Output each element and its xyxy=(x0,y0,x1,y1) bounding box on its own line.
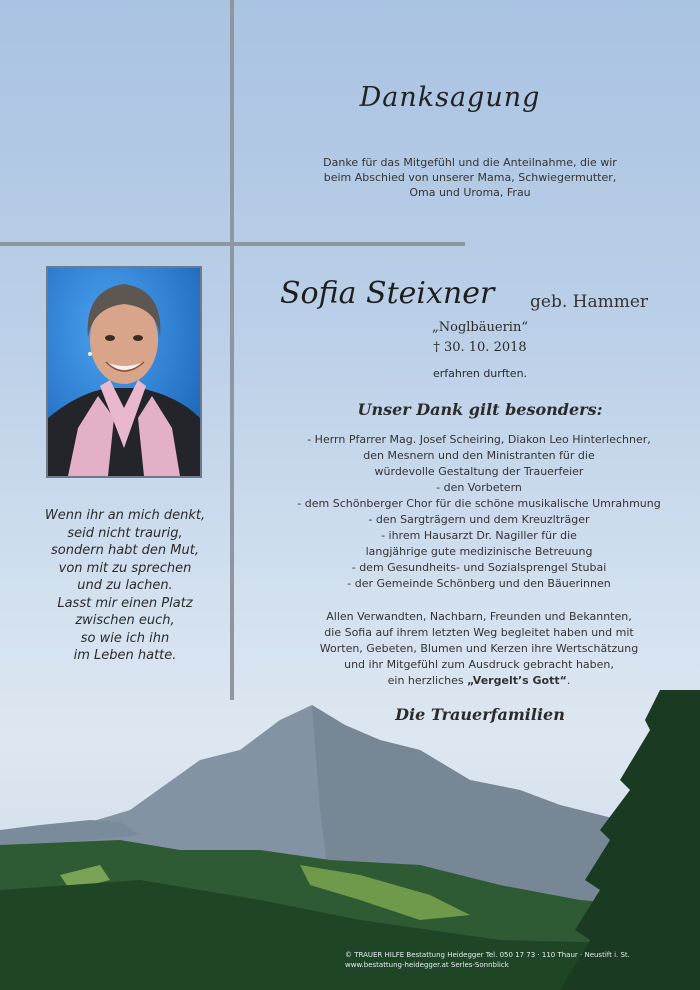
intro-text xyxy=(300,155,640,200)
birth-name: geb. Hammer xyxy=(530,292,649,312)
thanks-list xyxy=(262,432,696,592)
closing-line: und ihr Mitgefühl zum Ausdruck gebracht haben, xyxy=(344,658,614,671)
closing-text xyxy=(262,609,696,689)
thanks-line: langjährige gute medizinische Betreuung xyxy=(365,545,593,558)
footer-credits xyxy=(345,950,645,970)
footer-line: © TRAUER HILFE Bestattung Heidegger Tel. 050 17 73 · 110 Thaur · Neustift i. St. xyxy=(345,951,630,959)
thanks-line: - der Gemeinde Schönberg und den Bäuerinnen xyxy=(347,577,611,590)
portrait-illustration xyxy=(48,268,200,476)
closing-suffix: . xyxy=(566,674,571,687)
closing-prefix: ein herzliches xyxy=(387,674,468,687)
thanks-line: - den Sargträgern und dem Kreuzlträger xyxy=(368,513,590,526)
closing-line: Allen Verwandten, Nachbarn, Freunden und Bekannten, xyxy=(326,610,632,623)
experienced-text: erfahren durften. xyxy=(432,367,528,380)
poem-line: zwischen euch, xyxy=(75,613,175,628)
cross-vertical-beam xyxy=(230,0,234,700)
thanks-line: - den Vorbetern xyxy=(436,481,522,494)
vergelts-gott: „Vergelt’s Gott“ xyxy=(467,674,567,687)
mountain-landscape xyxy=(0,690,700,990)
intro-line: Danke für das Mitgefühl und die Anteilnahme, die wir xyxy=(323,156,617,169)
poem-line: und zu lachen. xyxy=(77,578,173,593)
poem-line: von mit zu sprechen xyxy=(58,560,192,576)
thanks-heading: Unser Dank gilt besonders: xyxy=(357,400,603,419)
thanks-line: - dem Gesundheits- und Sozialsprengel Stubai xyxy=(351,561,607,574)
signature: Die Trauerfamilien xyxy=(395,705,565,724)
intro-line: Oma und Uroma, Frau xyxy=(409,186,531,199)
portrait-photo xyxy=(46,266,202,478)
closing-line: Worten, Gebeten, Blumen und Kerzen ihre Wertschätzung xyxy=(319,642,639,655)
closing-line: die Sofia auf ihrem letzten Weg begleitet haben und mit xyxy=(324,626,634,639)
poem-line: Lasst mir einen Platz xyxy=(57,595,193,611)
thanks-line: den Mesnern und den Ministranten für die xyxy=(363,449,595,462)
thanks-line: - Herrn Pfarrer Mag. Josef Scheiring, Diakon Leo Hinterlechner, xyxy=(307,433,651,446)
thanks-line: - ihrem Hausarzt Dr. Nagiller für die xyxy=(381,529,577,542)
poem-line: im Leben hatte. xyxy=(73,648,177,663)
notice-title: Danksagung xyxy=(359,82,541,113)
cross-horizontal-beam xyxy=(0,242,465,246)
poem-line: so wie ich ihn xyxy=(80,630,170,646)
poem-line: Wenn ihr an mich denkt, xyxy=(44,508,206,523)
memorial-poem xyxy=(20,507,230,665)
nickname: „Noglbäuerin“ xyxy=(432,320,528,335)
poem-line: seid nicht traurig, xyxy=(67,525,183,541)
death-date: † 30. 10. 2018 xyxy=(433,340,527,355)
intro-line: beim Abschied von unserer Mama, Schwiegermutter, xyxy=(323,171,617,184)
thanks-line: - dem Schönberger Chor für die schöne musikalische Umrahmung xyxy=(297,497,661,510)
deceased-name: Sofia Steixner xyxy=(280,276,495,311)
poem-line: sondern habt den Mut, xyxy=(51,543,199,558)
closing-final-line xyxy=(262,673,696,689)
thanks-line: würdevolle Gestaltung der Trauerfeier xyxy=(374,465,584,478)
footer-line: www.bestattung-heidegger.at Serles-Sonnblick xyxy=(345,961,509,969)
